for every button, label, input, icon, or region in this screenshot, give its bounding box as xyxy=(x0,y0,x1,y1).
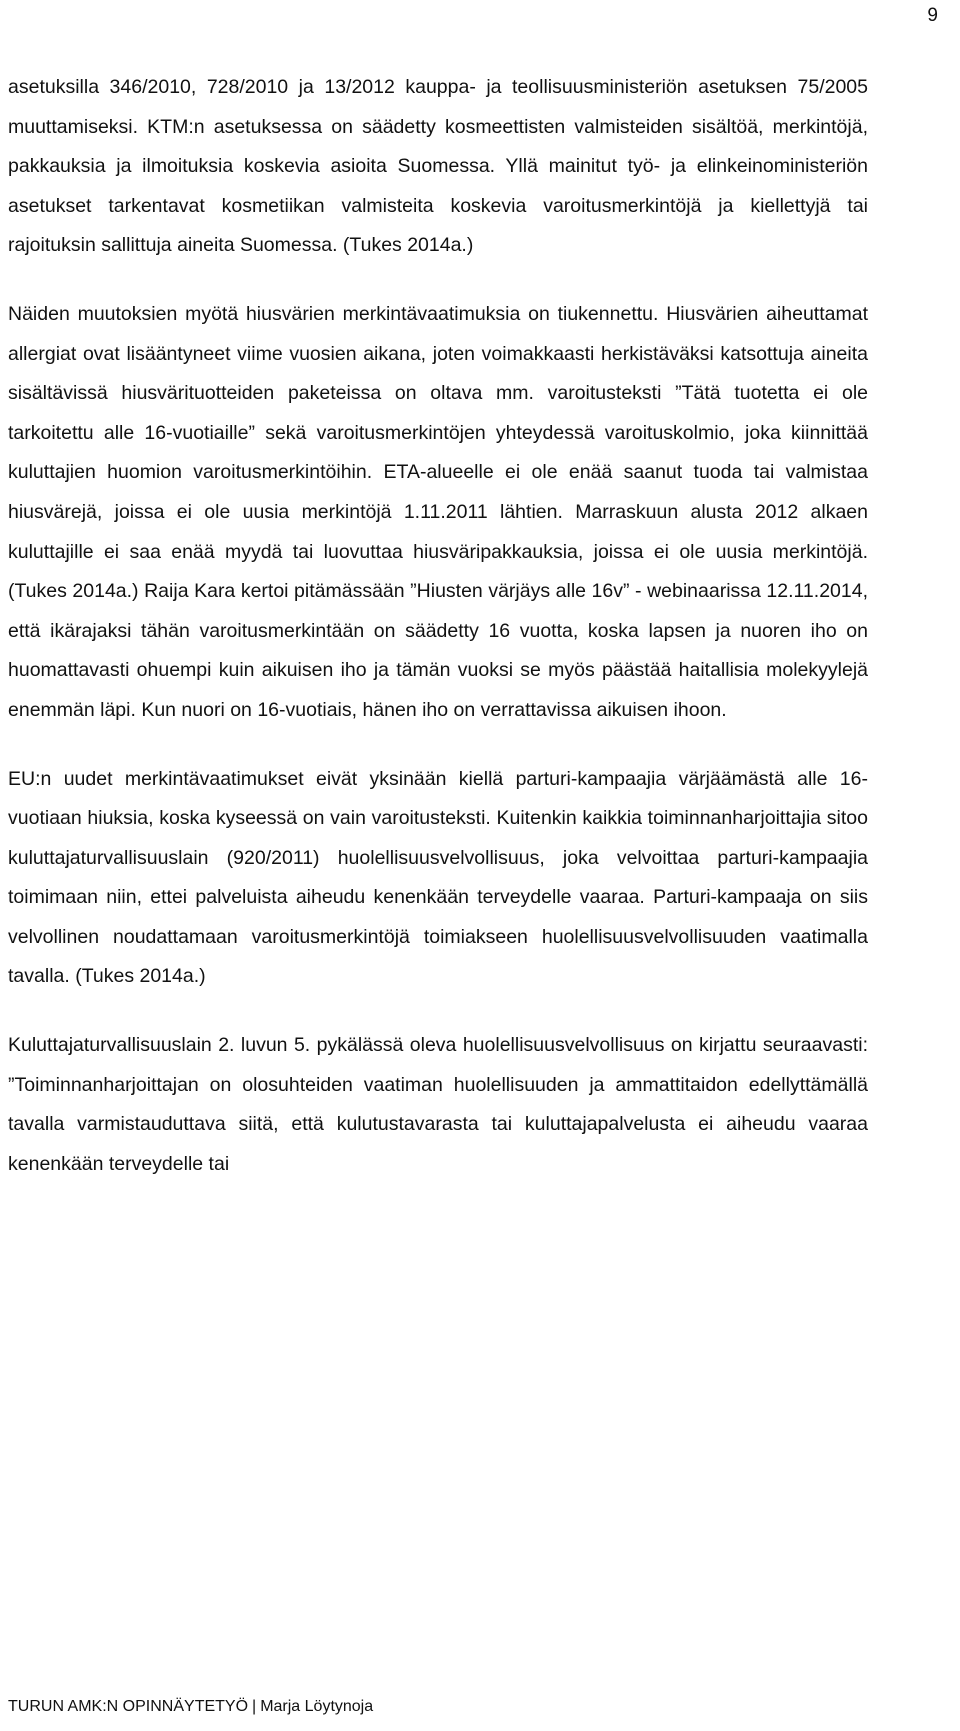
footer-separator: | xyxy=(252,1698,257,1715)
footer-author: Marja Löytynoja xyxy=(260,1698,374,1715)
footer-publication: TURUN AMK:N OPINNÄYTETYÖ xyxy=(8,1698,249,1715)
paragraph-hair-dye-labelling: Näiden muutoksien myötä hiusvärien merkintävaatimuksia on tiukennettu. Hiusvärien aiheuttamat allergiat ovat lisääntyneet viime vuosien aikana, joten voimakkaasti herkistäväksi katsottuja aineita sisältävissä hiusvärituotteiden paketeissa on oltava mm. varoitusteksti ”Tätä tuotetta ei ole tarkoitettu alle 16-vuotiaille” sekä varoitusmerkintöjen yhteydessä varoituskolmio, joka kiinnittää kuluttajien huomion varoitusmerkintöihin. ETA-alueelle ei ole enää saanut tuoda tai valmistaa hiusvärejä, joissa ei ole uusia merkintöjä 1.11.2011 lähtien. Marraskuun alusta 2012 alkaen kuluttajille ei saa enää myydä tai luovuttaa hiusväripakkauksia, joissa ei ole uusia merkintöjä. (Tukes 2014a.) Raija Kara kertoi pitämässään ”Hiusten värjäys alle 16v” - webinaarissa 12.11.2014, että ikärajaksi tähän varoitusmerkintään on säädetty 16 vuotta, koska lapsen ja nuoren iho on huomattavasti ohuempi kuin aikuisen iho ja tämän vuoksi se myös päästää haitallisia molekyylejä enemmän läpi. Kun nuori on 16-vuotiais, hänen iho on verrattavissa aikuisen ihoon. xyxy=(8,302,868,721)
page-footer xyxy=(8,1697,373,1717)
paragraph-regulations: asetuksilla 346/2010, 728/2010 ja 13/2012 kauppa- ja teollisuusministeriön asetuksen 75/2005 muuttamiseksi. KTM:n asetuksessa on säädetty kosmeettisten valmisteiden sisältöä, merkintöjä, pakkauksia ja ilmoituksia koskevia asioita Suomessa. Yllä mainitut työ- ja elinkeinoministeriön asetukset tarkentavat kosmetiikan valmisteita koskevia varoitusmerkintöjä ja kiellettyjä tai rajoituksin sallittuja aineita Suomessa. (Tukes 2014a.) xyxy=(8,76,868,257)
page-number: 9 xyxy=(927,5,938,26)
paragraph-consumer-safety-law: Kuluttajaturvallisuuslain 2. luvun 5. pykälässä oleva huolellisuusvelvollisuus on kirjattu seuraavasti: ”Toiminnanharjoittajan on olosuhteiden vaatiman huolellisuuden ja ammattitaidon edellyttämällä tavalla varmistauduttava siitä, että kulutustavarasta tai kuluttajapalvelusta ei aiheudu vaaraa kenenkään terveydelle tai xyxy=(8,1034,868,1175)
body-text xyxy=(8,68,868,1213)
paragraph-eu-requirements: EU:n uudet merkintävaatimukset eivät yksinään kiellä parturi-kampaajia värjäämästä alle 16-vuotiaan hiuksia, koska kyseessä on vain varoitusteksti. Kuitenkin kaikkia toiminnanharjoittajia sitoo kuluttajaturvallisuuslain (920/2011) huolellisuusvelvollisuus, joka velvoittaa parturi-kampaajia toimimaan niin, ettei palveluista aiheudu kenenkään terveydelle vaaraa. Parturi-kampaaja on siis velvollinen noudattamaan varoitusmerkintöjä toimiakseen huolellisuusvelvollisuuden vaatimalla tavalla. (Tukes 2014a.) xyxy=(8,767,868,988)
